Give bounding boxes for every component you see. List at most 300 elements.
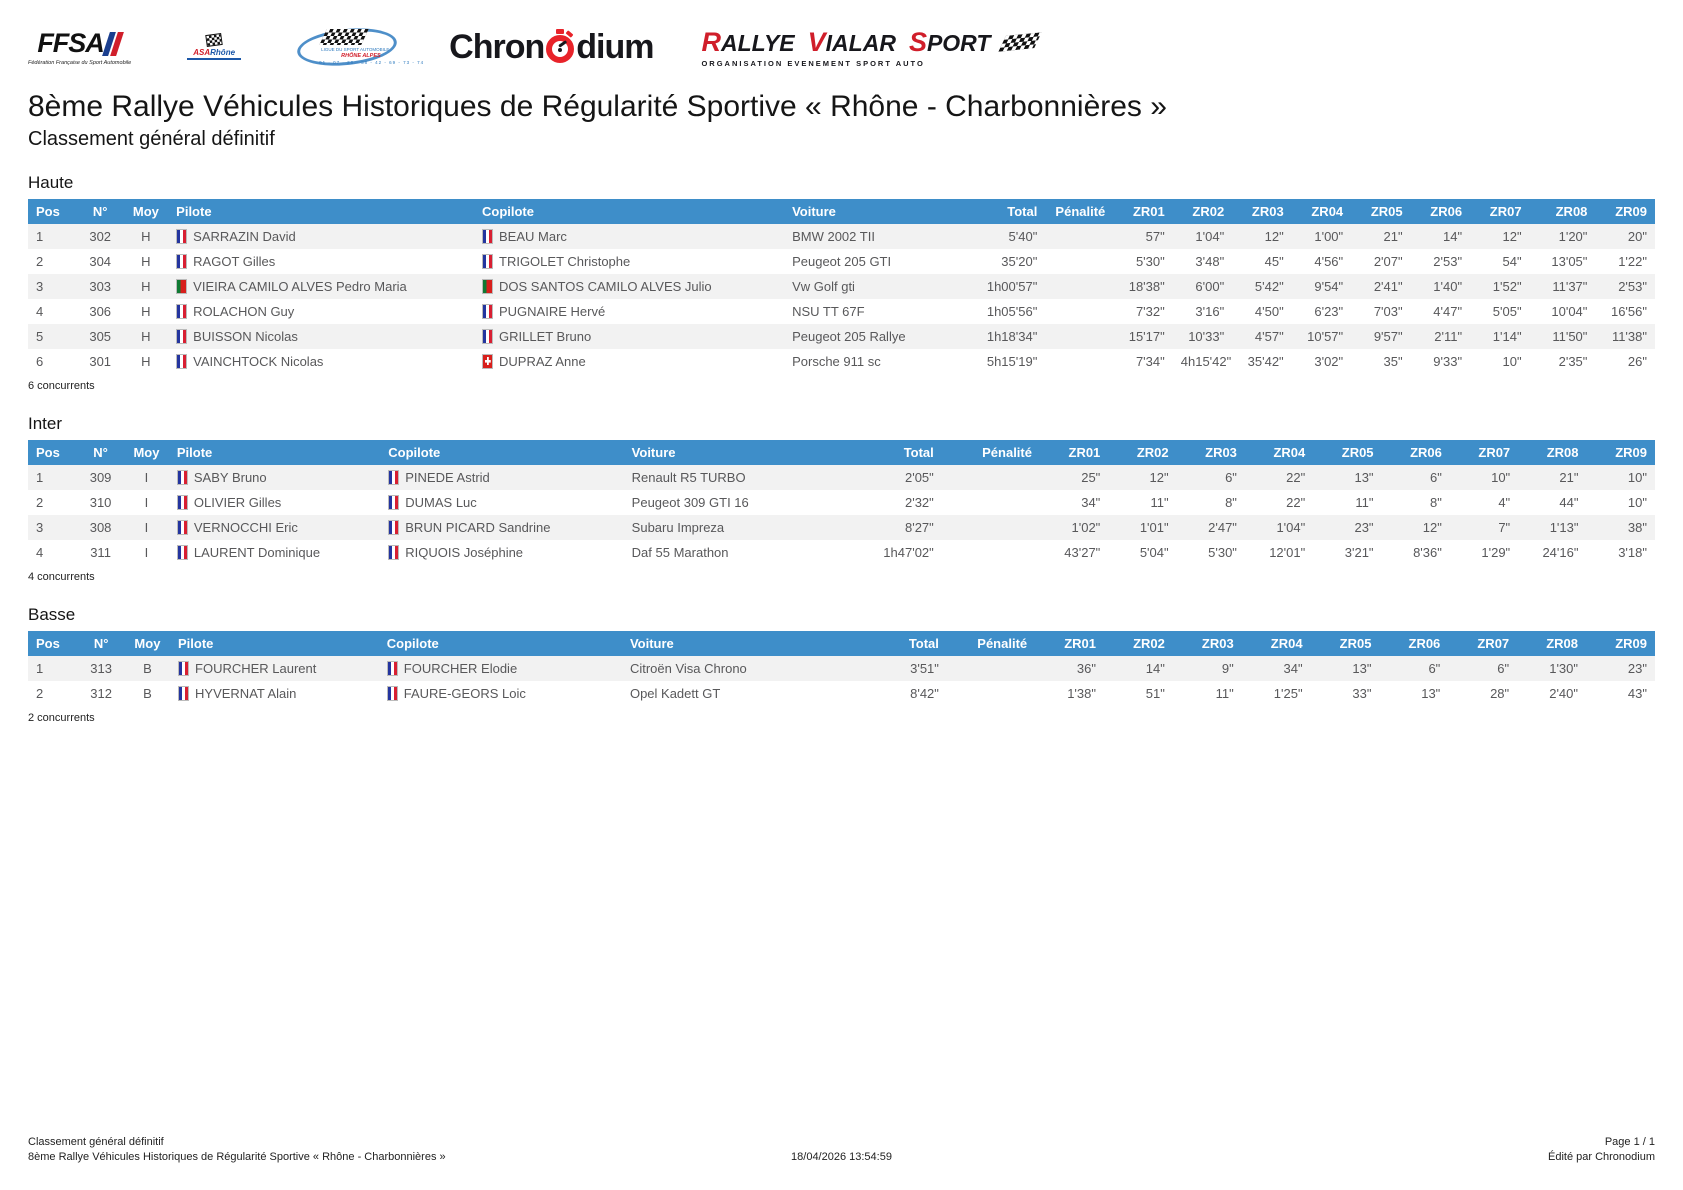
column-header-zr01: ZR01 [1035, 631, 1104, 656]
copilot-cell [380, 540, 623, 565]
zr02-cell: 3'48" [1195, 254, 1225, 269]
table-row [28, 465, 1655, 490]
ffsa-logo-subtext: Fédération Française du Sport Automobile [28, 60, 132, 66]
penalty-cell [947, 681, 1035, 706]
flag-fr-icon [482, 329, 493, 344]
flag-fr-icon [178, 661, 189, 676]
ligue-logo-line2: RHÔNE ALPES [341, 53, 381, 59]
number-cell: 301 [89, 354, 112, 369]
table-row [28, 249, 1655, 274]
penalty-cell [1045, 324, 1113, 349]
zr06-cell: 12" [1422, 520, 1442, 535]
zr04-cell: 9'54" [1314, 279, 1344, 294]
footer-rally-name: 8ème Rallye Véhicules Historiques de Régularité Sportive « Rhône - Charbonnières » [28, 1151, 446, 1163]
pos-cell: 6 [36, 354, 44, 369]
column-header-zr04: ZR04 [1242, 631, 1311, 656]
column-header-zr06: ZR06 [1379, 631, 1448, 656]
driver-name: BEAU Marc [499, 229, 567, 244]
zr08-cell: 11'50" [1552, 329, 1588, 344]
ffsa-logo-row [37, 28, 122, 59]
zr04-cell: 22" [1286, 470, 1306, 485]
zr05-cell: 33" [1352, 686, 1372, 701]
flag-fr-icon [176, 329, 187, 344]
section-inter [28, 414, 1655, 583]
total-cell: 35'20" [1001, 254, 1038, 269]
penalty-cell [942, 540, 1040, 565]
total-cell: 5'40" [1008, 229, 1038, 244]
driver-name: FAURE-GEORS Loic [403, 686, 526, 701]
number-cell: 312 [90, 686, 112, 701]
pos-cell: 5 [36, 329, 44, 344]
asa-underline [187, 58, 241, 60]
flag-fr-icon [177, 520, 188, 535]
pilot-cell [168, 349, 474, 374]
zr06-cell: 6" [1430, 470, 1442, 485]
number-cell: 308 [89, 520, 112, 535]
flag-fr-icon [178, 686, 189, 701]
number-cell: 302 [89, 229, 112, 244]
zr06-cell: 9'33" [1433, 354, 1463, 369]
concurrents-count: 4 concurrents [28, 571, 95, 583]
copilot-cell [380, 465, 623, 490]
driver-name: FOURCHER Elodie [403, 661, 518, 676]
column-header-zr07: ZR07 [1450, 440, 1518, 465]
section-heading: Inter [28, 414, 63, 433]
zr05-cell: 35" [1383, 354, 1403, 369]
zr07-cell: 10" [1502, 354, 1522, 369]
column-header-pilote: Pilote [170, 631, 379, 656]
flag-fr-icon [176, 254, 187, 269]
zr08-cell: 1'13" [1549, 520, 1579, 535]
zr04-cell: 1'04" [1276, 520, 1306, 535]
zr08-cell: 1'20" [1558, 229, 1588, 244]
pos-cell: 4 [36, 545, 44, 560]
column-header-total: Total [850, 440, 942, 465]
column-header-zr03: ZR03 [1173, 631, 1242, 656]
table-row [28, 681, 1655, 706]
driver-name: RIQUOIS Joséphine [405, 545, 524, 560]
zr07-cell: 1'52" [1492, 279, 1522, 294]
zr03-cell: 9" [1221, 661, 1234, 676]
zr05-cell: 23" [1354, 520, 1374, 535]
flag-fr-icon [482, 229, 493, 244]
driver-name: HYVERNAT Alain [195, 686, 297, 701]
zr05-cell: 21" [1383, 229, 1403, 244]
column-header-pnalit: Pénalité [1045, 199, 1113, 224]
total-cell: 2'32" [904, 495, 934, 510]
driver-name: VERNOCCHI Eric [193, 520, 298, 535]
chronodium-text-right: dium [576, 27, 654, 66]
zr09-cell: 26" [1627, 354, 1647, 369]
moy-cell: H [141, 229, 151, 244]
page-subtitle: Classement général définitif [28, 128, 275, 150]
zr01-cell: 34" [1081, 495, 1101, 510]
penalty-cell [1045, 299, 1113, 324]
zr02-cell: 14" [1145, 661, 1165, 676]
zr08-cell: 11'37" [1552, 279, 1588, 294]
penalty-cell [942, 515, 1040, 540]
zr07-cell: 12" [1502, 229, 1522, 244]
column-header-zr07: ZR07 [1470, 199, 1529, 224]
column-header-zr09: ZR09 [1586, 440, 1655, 465]
number-cell: 311 [90, 545, 111, 560]
zr09-cell: 43" [1627, 686, 1647, 701]
driver-name: DOS SANTOS CAMILO ALVES Julio [499, 279, 712, 294]
column-header-n: N° [77, 199, 124, 224]
copilot-cell [380, 515, 623, 540]
zr09-cell: 2'53" [1618, 279, 1647, 294]
zr02-cell: 4h15'42" [1180, 354, 1232, 369]
zr08-cell: 21" [1559, 470, 1579, 485]
zr09-cell: 16'56" [1610, 304, 1647, 319]
footer-edited-by: Édité par Chronodium [1547, 1151, 1655, 1163]
table-row [28, 299, 1655, 324]
total-cell: 2'05" [904, 470, 934, 485]
zr05-cell: 11" [1355, 495, 1374, 510]
moy-cell: H [141, 329, 151, 344]
total-cell: 1h00'57" [986, 279, 1038, 294]
column-header-zr06: ZR06 [1411, 199, 1470, 224]
zr02-cell: 3'16" [1195, 304, 1225, 319]
table-row [28, 224, 1655, 249]
checkered-flag-icon [319, 29, 368, 45]
flag-pt-icon [482, 279, 493, 294]
penalty-cell [1045, 224, 1113, 249]
car-cell: Daf 55 Marathon [631, 545, 729, 560]
moy-cell: I [144, 545, 149, 560]
number-cell: 310 [89, 495, 112, 510]
asa-text-part1: ASA [193, 48, 211, 57]
car-cell: Peugeot 309 GTI 16 [631, 495, 749, 510]
car-cell: Citroën Visa Chrono [629, 661, 747, 676]
column-header-zr08: ZR08 [1530, 199, 1596, 224]
moy-cell: H [141, 254, 151, 269]
pilot-cell [168, 299, 474, 324]
ffsa-tricolor-icon [106, 32, 122, 56]
column-header-zr07: ZR07 [1448, 631, 1517, 656]
pos-cell: 2 [36, 254, 44, 269]
zr05-cell: 2'07" [1373, 254, 1403, 269]
zr03-cell: 8" [1225, 495, 1237, 510]
zr03-cell: 6" [1225, 470, 1237, 485]
flag-fr-icon [388, 545, 399, 560]
pilot-cell [168, 324, 474, 349]
zr09-cell: 10" [1627, 495, 1647, 510]
zr09-cell: 1'22" [1618, 254, 1647, 269]
column-header-copilote: Copilote [474, 199, 784, 224]
car-cell: Renault R5 TURBO [631, 470, 746, 485]
zr02-cell: 1'01" [1139, 520, 1169, 535]
total-cell: 1h05'56" [986, 304, 1038, 319]
driver-name: GRILLET Bruno [499, 329, 592, 344]
results-table-haute [28, 199, 1655, 374]
concurrents-count: 6 concurrents [28, 380, 95, 392]
pos-cell: 1 [36, 229, 44, 244]
zr06-cell: 2'53" [1433, 254, 1463, 269]
table-row [28, 515, 1655, 540]
zr03-cell: 4'57" [1254, 329, 1284, 344]
zr05-cell: 3'21" [1344, 545, 1374, 560]
flag-fr-icon [176, 354, 187, 369]
number-cell: 309 [89, 470, 112, 485]
column-header-moy: Moy [124, 199, 169, 224]
flag-fr-icon [176, 229, 187, 244]
moy-cell: H [141, 279, 151, 294]
flag-fr-icon [388, 495, 399, 510]
zr06-cell: 8" [1430, 495, 1442, 510]
total-cell: 1h47'02" [883, 545, 934, 560]
zr02-cell: 51" [1145, 686, 1165, 701]
column-header-zr01: ZR01 [1113, 199, 1172, 224]
flag-fr-icon [177, 545, 188, 560]
zr09-cell: 38" [1627, 520, 1647, 535]
moy-cell: H [141, 354, 151, 369]
copilot-cell [379, 656, 622, 681]
zr04-cell: 3'02" [1314, 354, 1344, 369]
zr03-cell: 2'47" [1208, 520, 1237, 535]
flag-fr-icon [388, 520, 399, 535]
number-cell: 304 [89, 254, 112, 269]
penalty-cell [947, 656, 1035, 681]
zr05-cell: 13" [1352, 661, 1372, 676]
page-footer [28, 1136, 1655, 1163]
zr08-cell: 44" [1559, 495, 1579, 510]
number-cell: 306 [89, 304, 112, 319]
table-header-row [28, 631, 1655, 656]
zr09-cell: 10" [1627, 470, 1647, 485]
pilot-cell [170, 656, 379, 681]
zr01-cell: 43'27" [1064, 545, 1101, 560]
column-header-pilote: Pilote [168, 199, 474, 224]
stopwatch-icon [545, 29, 575, 65]
driver-name: ROLACHON Guy [193, 304, 295, 319]
pos-cell: 4 [36, 304, 44, 319]
column-header-pos: Pos [28, 440, 77, 465]
column-header-n: N° [77, 631, 124, 656]
zr07-cell: 4" [1498, 495, 1511, 510]
flag-fr-icon [177, 495, 188, 510]
driver-name: VIEIRA CAMILO ALVES Pedro Maria [193, 279, 407, 294]
number-cell: 303 [89, 279, 112, 294]
zr09-cell: 11'38" [1611, 329, 1647, 344]
driver-name: SARRAZIN David [193, 229, 296, 244]
footer-timestamp: 18/04/2026 13:54:59 [791, 1151, 892, 1163]
zr04-cell: 1'25" [1273, 686, 1303, 701]
flag-fr-icon [388, 470, 399, 485]
total-cell: 5h15'19" [986, 354, 1038, 369]
zr01-cell: 1'38" [1067, 686, 1096, 701]
section-heading: Haute [28, 173, 74, 192]
driver-name: SABY Bruno [193, 470, 267, 485]
column-header-zr09: ZR09 [1595, 199, 1655, 224]
zr04-cell: 1'00" [1314, 229, 1344, 244]
column-header-zr08: ZR08 [1517, 631, 1586, 656]
pilot-cell [170, 681, 379, 706]
column-header-zr04: ZR04 [1245, 440, 1313, 465]
zr03-cell: 5'42" [1254, 279, 1284, 294]
footer-row1 [28, 1136, 1655, 1148]
checkered-flag-icon [205, 33, 223, 47]
column-header-moy: Moy [124, 440, 169, 465]
zr04-cell: 6'23" [1314, 304, 1344, 319]
table-header-row [28, 440, 1655, 465]
pos-cell: 1 [36, 470, 44, 485]
zr01-cell: 1'02" [1071, 520, 1101, 535]
car-cell: Porsche 911 sc [792, 354, 881, 369]
column-header-total: Total [967, 199, 1046, 224]
moy-cell: I [144, 520, 149, 535]
column-header-pos: Pos [28, 631, 77, 656]
page-title: 8ème Rallye Véhicules Historiques de Régularité Sportive « Rhône - Charbonnières » [28, 90, 1167, 123]
penalty-cell [942, 465, 1040, 490]
zr06-cell: 13" [1421, 686, 1441, 701]
flag-fr-icon [482, 304, 493, 319]
table-row [28, 349, 1655, 374]
zr04-cell: 34" [1283, 661, 1303, 676]
column-header-zr03: ZR03 [1232, 199, 1291, 224]
zr06-cell: 6" [1428, 661, 1441, 676]
moy-cell: B [143, 686, 152, 701]
copilot-cell [474, 299, 784, 324]
column-header-voiture: Voiture [784, 199, 967, 224]
concurrents-count: 2 concurrents [28, 712, 95, 724]
pos-cell: 3 [36, 279, 44, 294]
section-basse [28, 605, 1655, 724]
total-cell: 3'51" [910, 661, 939, 676]
driver-name: DUMAS Luc [405, 495, 477, 510]
flag-fr-icon [177, 470, 188, 485]
driver-name: LAURENT Dominique [193, 545, 321, 560]
column-header-zr09: ZR09 [1586, 631, 1655, 656]
vialar-word-vialar: VIALAR [807, 26, 896, 57]
flag-ch-icon [482, 354, 493, 369]
pilot-cell [168, 224, 474, 249]
column-header-zr05: ZR05 [1311, 631, 1380, 656]
flag-fr-icon [176, 304, 187, 319]
column-header-pos: Pos [28, 199, 77, 224]
zr01-cell: 57" [1145, 229, 1165, 244]
checkered-flag-icon [999, 32, 1042, 51]
zr07-cell: 10" [1491, 470, 1511, 485]
zr04-cell: 22" [1286, 495, 1306, 510]
zr01-cell: 25" [1081, 470, 1101, 485]
column-header-voiture: Voiture [624, 440, 850, 465]
number-cell: 313 [90, 661, 112, 676]
rallye-vialar-sport-logo [701, 27, 1037, 68]
column-header-zr01: ZR01 [1040, 440, 1108, 465]
moy-cell: I [144, 495, 149, 510]
zr06-cell: 2'11" [1434, 329, 1463, 344]
penalty-cell [942, 490, 1040, 515]
table-row [28, 274, 1655, 299]
car-cell: BMW 2002 TII [792, 229, 875, 244]
copilot-cell [474, 274, 784, 299]
zr01-cell: 7'34" [1135, 354, 1165, 369]
total-cell: 8'42" [910, 686, 939, 701]
ffsa-logo-text: FFSA [37, 28, 104, 58]
column-header-total: Total [854, 631, 947, 656]
zr03-cell: 4'50" [1254, 304, 1284, 319]
pos-cell: 1 [36, 661, 44, 676]
table-row [28, 656, 1655, 681]
driver-name: BUISSON Nicolas [193, 329, 298, 344]
zr03-cell: 45" [1264, 254, 1284, 269]
pilot-cell [169, 540, 380, 565]
column-header-pnalit: Pénalité [942, 440, 1040, 465]
zr06-cell: 8'36" [1413, 545, 1442, 560]
total-cell: 1h18'34" [986, 329, 1038, 344]
car-cell: Subaru Impreza [631, 520, 725, 535]
zr07-cell: 1'29" [1481, 545, 1511, 560]
table-row [28, 540, 1655, 565]
driver-name: PUGNAIRE Hervé [499, 304, 606, 319]
zr03-cell: 5'30" [1208, 545, 1237, 560]
zr09-cell: 3'18" [1618, 545, 1647, 560]
section-haute [28, 173, 1655, 392]
zr04-cell: 12'01" [1269, 545, 1306, 560]
zr07-cell: 54" [1502, 254, 1522, 269]
zr01-cell: 36" [1076, 661, 1096, 676]
flag-fr-icon [387, 661, 398, 676]
flag-pt-icon [176, 279, 187, 294]
copilot-cell [474, 349, 784, 374]
driver-name: VAINCHTOCK Nicolas [193, 354, 324, 369]
penalty-cell [1045, 249, 1113, 274]
chronodium-text-left: Chron [449, 27, 545, 66]
column-header-zr08: ZR08 [1518, 440, 1586, 465]
column-header-zr05: ZR05 [1313, 440, 1381, 465]
column-header-zr02: ZR02 [1173, 199, 1232, 224]
footer-row2 [28, 1151, 1655, 1163]
penalty-cell [1045, 349, 1113, 374]
vialar-logo-row [701, 27, 1037, 58]
zr02-cell: 11" [1150, 495, 1169, 510]
pos-cell: 2 [36, 495, 44, 510]
zr03-cell: 11" [1215, 686, 1234, 701]
zr05-cell: 13" [1354, 470, 1374, 485]
copilot-cell [380, 490, 623, 515]
column-header-zr02: ZR02 [1108, 440, 1176, 465]
column-header-voiture: Voiture [622, 631, 854, 656]
copilot-cell [474, 249, 784, 274]
ligue-logo-line3: 01 - 07 - 26 - 38 - 42 - 69 - 73 - 74 [319, 60, 425, 65]
zr08-cell: 2'35" [1558, 354, 1588, 369]
zr01-cell: 18'38" [1128, 279, 1165, 294]
zr03-cell: 35'42" [1247, 354, 1284, 369]
number-cell: 305 [89, 329, 112, 344]
table-row [28, 490, 1655, 515]
zr09-cell: 20" [1627, 229, 1647, 244]
zr06-cell: 14" [1443, 229, 1463, 244]
asa-text-part2: Rhône [210, 48, 236, 57]
zr07-cell: 7" [1498, 520, 1511, 535]
car-cell: Opel Kadett GT [629, 686, 721, 701]
pilot-cell [168, 249, 474, 274]
section-heading: Basse [28, 605, 76, 624]
zr05-cell: 9'57" [1373, 329, 1403, 344]
results-table-inter [28, 440, 1655, 565]
pos-cell: 2 [36, 686, 44, 701]
pilot-cell [168, 274, 474, 299]
column-header-zr06: ZR06 [1382, 440, 1450, 465]
chronodium-logo [449, 28, 653, 67]
column-header-n: N° [77, 440, 124, 465]
copilot-cell [379, 681, 622, 706]
driver-name: RAGOT Gilles [193, 254, 276, 269]
flag-fr-icon [387, 686, 398, 701]
zr01-cell: 5'30" [1135, 254, 1165, 269]
zr07-cell: 28" [1490, 686, 1510, 701]
